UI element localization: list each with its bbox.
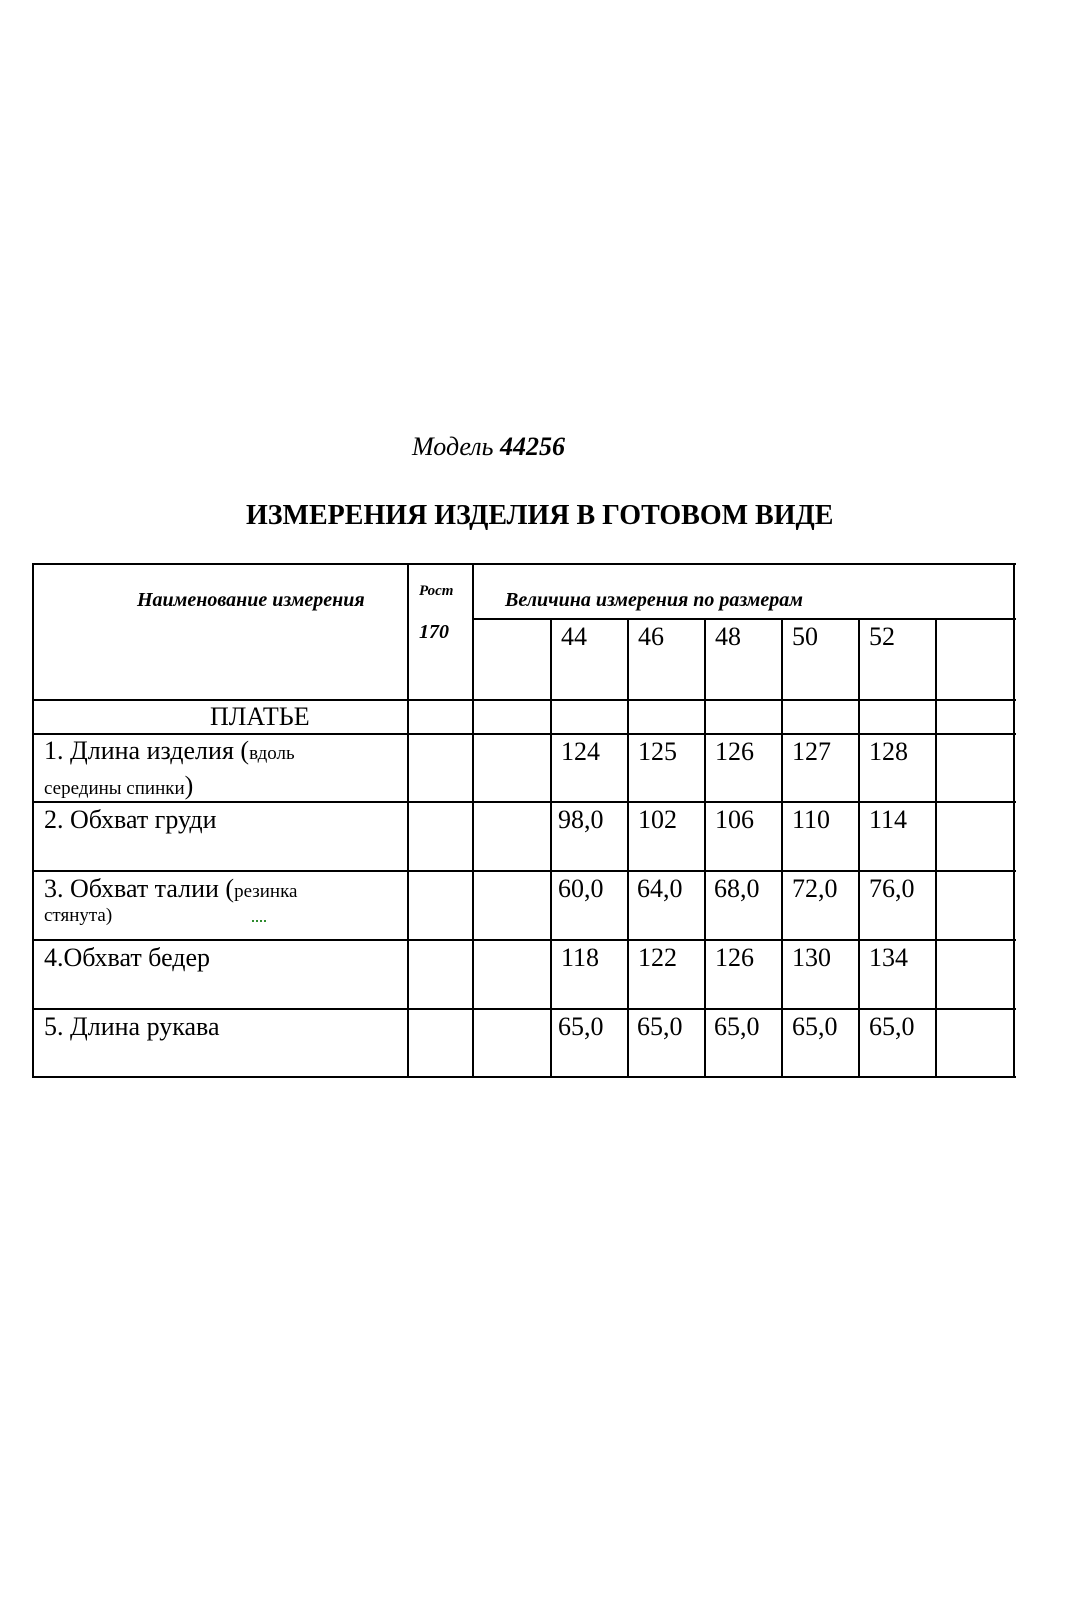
header-height-label: Рост [419, 583, 454, 599]
row-4-value-50: 130 [792, 943, 831, 972]
model-number: 44256 [499, 432, 565, 461]
row-3-value-48: 68,0 [714, 874, 760, 903]
size-48: 48 [715, 622, 741, 651]
size-50: 50 [792, 622, 818, 651]
document-title: ИЗМЕРЕНИЯ ИЗДЕЛИЯ В ГОТОВОМ ВИДЕ [246, 500, 834, 531]
row-1-value-46: 125 [638, 737, 677, 766]
row-5-value-46: 65,0 [637, 1012, 683, 1041]
model-label [412, 432, 565, 462]
row-4-value-44: 118 [561, 943, 600, 972]
header-measurement-name: Наименование измерения [137, 589, 365, 611]
row-1-name: 1. Длина изделия (вдоль [44, 736, 295, 765]
row-3-name: 3. Обхват талии (резинка [44, 874, 298, 903]
row-3-value-52: 76,0 [869, 874, 915, 903]
row-5-value-44: 65,0 [558, 1012, 604, 1041]
row-3-value-46: 64,0 [637, 874, 683, 903]
row-4-value-52: 134 [869, 943, 908, 972]
row-2-value-46: 102 [638, 805, 677, 834]
row-5-value-52: 65,0 [869, 1012, 915, 1041]
size-52: 52 [869, 622, 895, 651]
row-2-value-48: 106 [715, 805, 754, 834]
model-word: Модель [412, 432, 494, 461]
header-height-value: 170 [419, 621, 449, 643]
row-1-value-52: 128 [869, 737, 908, 766]
row-2-name: 2. Обхват груди [44, 805, 217, 834]
size-46: 46 [638, 622, 664, 651]
header-sizes-label: Величина измерения по размерам [505, 589, 803, 611]
size-44: 44 [561, 622, 587, 651]
row-5-name: 5. Длина рукава [44, 1012, 220, 1041]
row-3-value-44: 60,0 [558, 874, 604, 903]
section-title: ПЛАТЬЕ [210, 702, 310, 731]
row-2-value-50: 110 [792, 805, 831, 834]
row-5-value-48: 65,0 [714, 1012, 760, 1041]
row-5-value-50: 65,0 [792, 1012, 838, 1041]
row-3-value-50: 72,0 [792, 874, 838, 903]
row-4-value-46: 122 [638, 943, 677, 972]
row-1-value-44: 124 [561, 737, 600, 766]
row-2-value-52: 114 [869, 805, 908, 834]
row-4-value-48: 126 [715, 943, 754, 972]
row-3-note: стянута) [44, 905, 113, 926]
spellcheck-underline [252, 916, 266, 922]
row-1-note: середины спинки) [44, 771, 194, 800]
row-4-name: 4.Обхват бедер [44, 943, 211, 972]
row-2-value-44: 98,0 [558, 805, 604, 834]
row-1-value-50: 127 [792, 737, 831, 766]
row-1-value-48: 126 [715, 737, 754, 766]
